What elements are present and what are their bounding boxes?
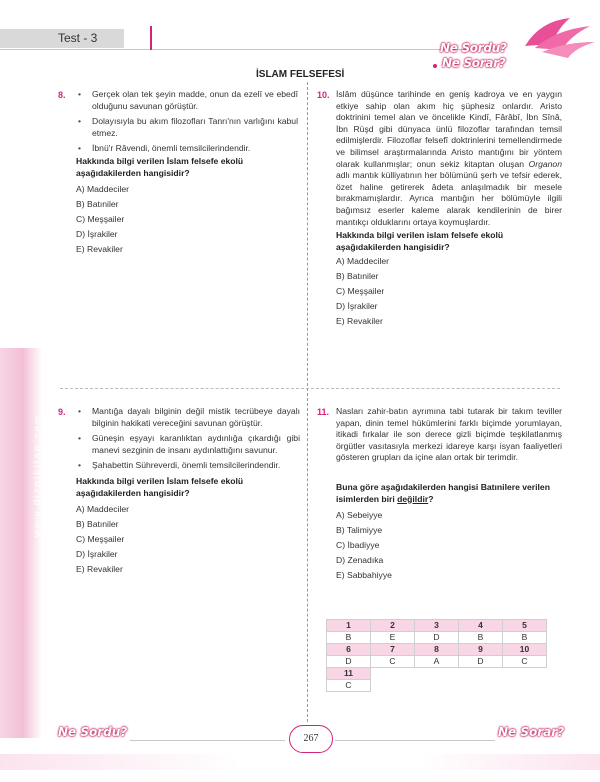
option-e[interactable]: E) Sabbahiyye bbox=[336, 570, 392, 580]
bullet-item: • Mantığa dayalı bilginin değil mistik tecrübeye dayalı bilginin hakikati vereceğini savunan görüştür. bbox=[78, 406, 300, 429]
bullet-item: • Güneşin eşyayı karanlıktan aydınlığa çıkardığı gibi manevi sezginin de insanı aydınlattığını savunur. bbox=[78, 433, 300, 456]
option-e[interactable]: E) Revakiler bbox=[336, 316, 383, 326]
option-c[interactable]: C) İbadiyye bbox=[336, 540, 380, 550]
key-number: 1 bbox=[327, 620, 371, 632]
footer-logo-right: Ne Sorar? bbox=[498, 725, 565, 739]
footer-decoration bbox=[0, 754, 600, 770]
key-empty-cell bbox=[415, 668, 459, 680]
key-number: 10 bbox=[503, 644, 547, 656]
key-answer: D bbox=[327, 656, 371, 668]
key-answer: B bbox=[503, 632, 547, 644]
option-e[interactable]: E) Revakiler bbox=[76, 564, 123, 574]
bullet-item: • Şahabettin Sühreverdi, önemli temsilcilerindendir. bbox=[78, 460, 300, 472]
option-a[interactable]: A) Maddeciler bbox=[76, 184, 130, 194]
key-number: 3 bbox=[415, 620, 459, 632]
ne-sordu-logo bbox=[430, 16, 600, 74]
key-empty-cell bbox=[371, 680, 415, 692]
key-answer: C bbox=[371, 656, 415, 668]
question-stem: Hakkında bilgi verilen İslam felsefe ekolü aşağıdakilerden hangisidir? bbox=[76, 156, 244, 178]
key-answer: B bbox=[459, 632, 503, 644]
header-divider bbox=[0, 49, 470, 50]
stem-emphasis: değildir bbox=[397, 493, 429, 504]
passage-book-title: Organon bbox=[528, 158, 562, 169]
option-a[interactable]: A) Maddeciler bbox=[76, 504, 130, 514]
option-d[interactable]: D) Zenadıka bbox=[336, 555, 384, 565]
question-number: 10. bbox=[317, 90, 330, 100]
option-b[interactable]: B) Batıniler bbox=[76, 199, 119, 209]
key-number: 5 bbox=[503, 620, 547, 632]
answer-options bbox=[336, 255, 389, 330]
key-answer: D bbox=[459, 656, 503, 668]
option-e[interactable]: E) Revakiler bbox=[76, 244, 123, 254]
footer-divider-left bbox=[130, 740, 285, 741]
key-number: 4 bbox=[459, 620, 503, 632]
question-bullets bbox=[78, 89, 298, 155]
key-empty-cell bbox=[503, 668, 547, 680]
option-d[interactable]: D) İşrakiler bbox=[76, 549, 118, 559]
answer-options bbox=[336, 509, 392, 584]
key-number: 7 bbox=[371, 644, 415, 656]
option-a[interactable]: A) Sebeiyye bbox=[336, 510, 383, 520]
key-number: 8 bbox=[415, 644, 459, 656]
key-number: 11 bbox=[327, 668, 371, 680]
key-answer: E bbox=[371, 632, 415, 644]
question-9 bbox=[78, 406, 300, 476]
key-empty-cell bbox=[371, 668, 415, 680]
question-number: 8. bbox=[58, 90, 66, 100]
option-c[interactable]: C) Meşşailer bbox=[336, 286, 385, 296]
column-divider bbox=[307, 82, 308, 722]
question-number: 9. bbox=[58, 407, 66, 417]
test-label: Test - 3 bbox=[58, 31, 98, 45]
key-answer: C bbox=[503, 656, 547, 668]
option-c[interactable]: C) Meşşailer bbox=[76, 534, 125, 544]
answer-key-row bbox=[327, 680, 547, 692]
key-empty-cell bbox=[459, 680, 503, 692]
publisher-url: www.dizgikitap.com bbox=[32, 413, 44, 538]
question-stem bbox=[336, 482, 564, 505]
option-c[interactable]: C) Meşşailer bbox=[76, 214, 125, 224]
header-accent-mark bbox=[150, 26, 152, 50]
logo-line2: Ne Sorar? bbox=[442, 56, 506, 70]
answer-key-row bbox=[327, 644, 547, 656]
answer-options bbox=[76, 183, 129, 258]
question-stem: Hakkında bilgi verilen İslam felsefe ekolü aşağıdakilerden hangisidir? bbox=[76, 476, 244, 498]
answer-key-row bbox=[327, 632, 547, 644]
key-answer: C bbox=[327, 680, 371, 692]
question-11-text: Nasları zahir-batın ayrımına tabi tutarak bir takım teviller yapan, dinin temel hükümlerini farklı biçimde yorumlayan, itikadi fırkalar ile son derece gizli biçimde teşkilatlanmış örgütler vasıtasıyla merkezi idareye karşı isyan faaliyetleri gösteren grupları da içine alan ortak bir terimdir. bbox=[336, 406, 562, 463]
key-empty-cell bbox=[415, 680, 459, 692]
question-number: 11. bbox=[317, 407, 330, 417]
question-8 bbox=[78, 89, 298, 159]
page-number: 267 bbox=[289, 725, 333, 753]
answer-key-table bbox=[326, 619, 547, 692]
option-d[interactable]: D) İşrakiler bbox=[76, 229, 118, 239]
answer-key-row bbox=[327, 656, 547, 668]
footer-divider-right bbox=[335, 740, 495, 741]
stem-part2: ? bbox=[428, 493, 434, 504]
option-d[interactable]: D) İşrakiler bbox=[336, 301, 378, 311]
answer-key-row bbox=[327, 620, 547, 632]
key-empty-cell bbox=[459, 668, 503, 680]
bullet-item: • İbnü'r Râvendi, önemli temsilcilerindendir. bbox=[78, 143, 298, 155]
key-empty-cell bbox=[503, 680, 547, 692]
passage-part2: adlı mantık külliyatının her bölümünü şerh ve tefsir ederek, özet haline getirerek âdeta anlaşılmadık bir mesele bırakmamışlardır. Ayrıca mantığın her bölümüyle ilgili bağımsız eserler kaleme alarak kendilerinin de birer mantıkçı olduklarını ortaya koymuşlardır. bbox=[336, 170, 562, 227]
question-bullets bbox=[78, 406, 300, 472]
key-answer: B bbox=[327, 632, 371, 644]
footer-logo-left: Ne Sordu? bbox=[58, 725, 128, 739]
key-answer: D bbox=[415, 632, 459, 644]
row-divider bbox=[60, 388, 560, 389]
answer-key-row bbox=[327, 668, 547, 680]
bullet-item: • Dolayısıyla bu akım filozofları Tanrı'nın varlığını kabul etmez. bbox=[78, 116, 298, 139]
key-answer: A bbox=[415, 656, 459, 668]
passage-part1: İslâm düşünce tarihinde en geniş kadroya ve en yaygın etkiye sahip olan akım hiç şüphesiz onlardır. Aristo doktrinini temel alan ve öncelikle Kindî, Fârâbî, İbn Sînâ, İbn Rüşd gibi dünyaca ünlü filozoflar tarafından temsil edilmişlerdir. Filozoflar felsefî doktrinlerini temellendirmede ve bilimsel araştırmalarında Aristo mantığını bir yöntem olarak kullanmışlar; onun sekiz kitaptan oluşan bbox=[336, 89, 562, 169]
question-10-text bbox=[336, 89, 562, 228]
option-b[interactable]: B) Batıniler bbox=[336, 271, 379, 281]
key-number: 6 bbox=[327, 644, 371, 656]
question-stem: Hakkında bilgi verilen islam felsefe ekolü aşağıdakilerden hangisidir? bbox=[336, 230, 504, 252]
key-number: 9 bbox=[459, 644, 503, 656]
option-b[interactable]: B) Batıniler bbox=[76, 519, 119, 529]
test-label-tab bbox=[0, 29, 124, 48]
option-b[interactable]: B) Talimiyye bbox=[336, 525, 383, 535]
bullet-item: • Gerçek olan tek şeyin madde, onun da ezelî ve ebedî olduğunu savunan görüştür. bbox=[78, 89, 298, 112]
key-number: 2 bbox=[371, 620, 415, 632]
answer-options bbox=[76, 503, 129, 578]
section-title: İSLAM FELSEFESİ bbox=[256, 69, 345, 80]
logo-line1: Ne Sordu? bbox=[440, 41, 507, 55]
option-a[interactable]: A) Maddeciler bbox=[336, 256, 390, 266]
stem-part1: Buna göre aşağıdakilerden hangisi Batınilere verilen isimlerden biri bbox=[336, 482, 550, 504]
